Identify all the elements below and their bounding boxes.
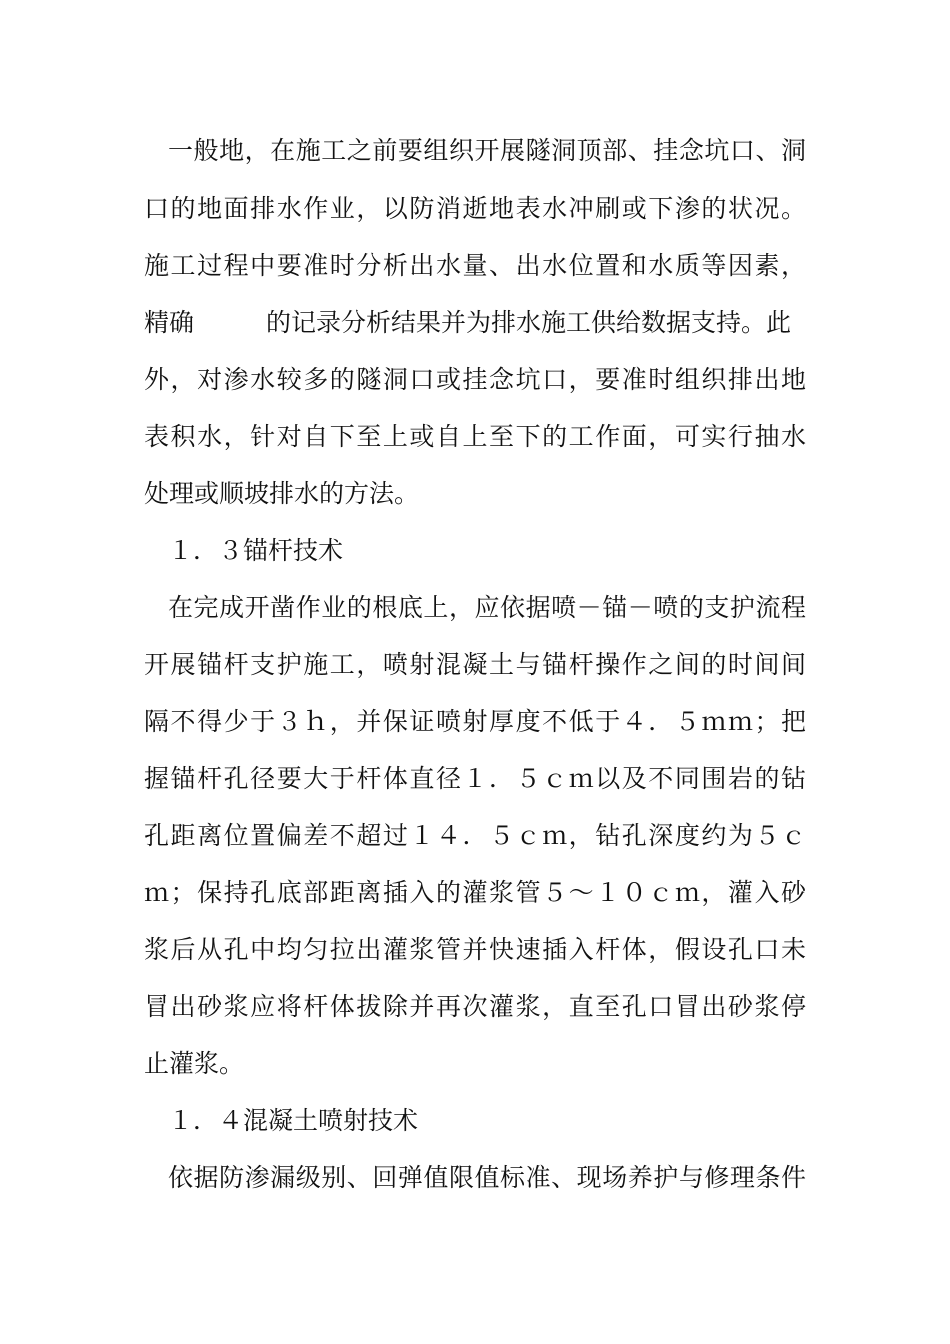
paragraph-2-line-9: 止灌浆。	[144, 1049, 245, 1078]
paragraph-1-line-4-end: 的记录分析结果并为排水施工供给数据支持。此	[266, 308, 792, 337]
paragraph-2-line-7: 浆后从孔中均匀拉出灌浆管并快速插入杆体，假设孔口未	[144, 935, 806, 964]
paragraph-1-line-3: 施工过程中要准时分析出水量、出水位置和水质等因素，	[144, 251, 806, 280]
paragraph-1-line-7: 处理或顺坡排水的方法。	[144, 479, 420, 508]
paragraph-2-line-8: 冒出砂浆应将杆体拔除并再次灌浆，直至孔口冒出砂浆停	[144, 992, 806, 1021]
paragraph-3-line-1: 依据防渗漏级别、回弹值限值标准、现场养护与修理条件	[168, 1163, 806, 1192]
paragraph-1-line-4	[144, 303, 806, 343]
paragraph-1-line-4-start: 精确	[144, 308, 195, 337]
section-heading-1-3: １．３锚杆技术	[168, 536, 344, 565]
paragraph-2-line-5: 孔距离位置偏差不超过１４．５ｃｍ，钻孔深度约为５ｃ	[144, 821, 806, 850]
section-heading-1-4: １．４混凝土喷射技术	[168, 1106, 419, 1135]
paragraph-2-line-3: 隔不得少于３ｈ，并保证喷射厚度不低于４．５ｍｍ；把	[144, 707, 806, 736]
paragraph-1-line-6: 表积水，针对自下至上或自上至下的工作面，可实行抽水	[144, 422, 806, 451]
paragraph-1-line-1: 一般地，在施工之前要组织开展隧洞顶部、挂念坑口、洞	[168, 136, 806, 165]
paragraph-1-line-2: 口的地面排水作业，以防消逝地表水冲刷或下渗的状况。	[144, 194, 806, 223]
paragraph-2-line-6: ｍ；保持孔底部距离插入的灌浆管５～１０ｃｍ，灌入砂	[144, 878, 806, 907]
paragraph-2-line-2: 开展锚杆支护施工，喷射混凝土与锚杆操作之间的时间间	[144, 650, 806, 679]
paragraph-2-line-1: 在完成开凿作业的根底上，应依据喷－锚－喷的支护流程	[168, 593, 806, 622]
paragraph-1-line-5: 外，对渗水较多的隧洞口或挂念坑口，要准时组织排出地	[144, 365, 806, 394]
paragraph-2-line-4: 握锚杆孔径要大于杆体直径１．５ｃｍ以及不同围岩的钻	[144, 764, 806, 793]
